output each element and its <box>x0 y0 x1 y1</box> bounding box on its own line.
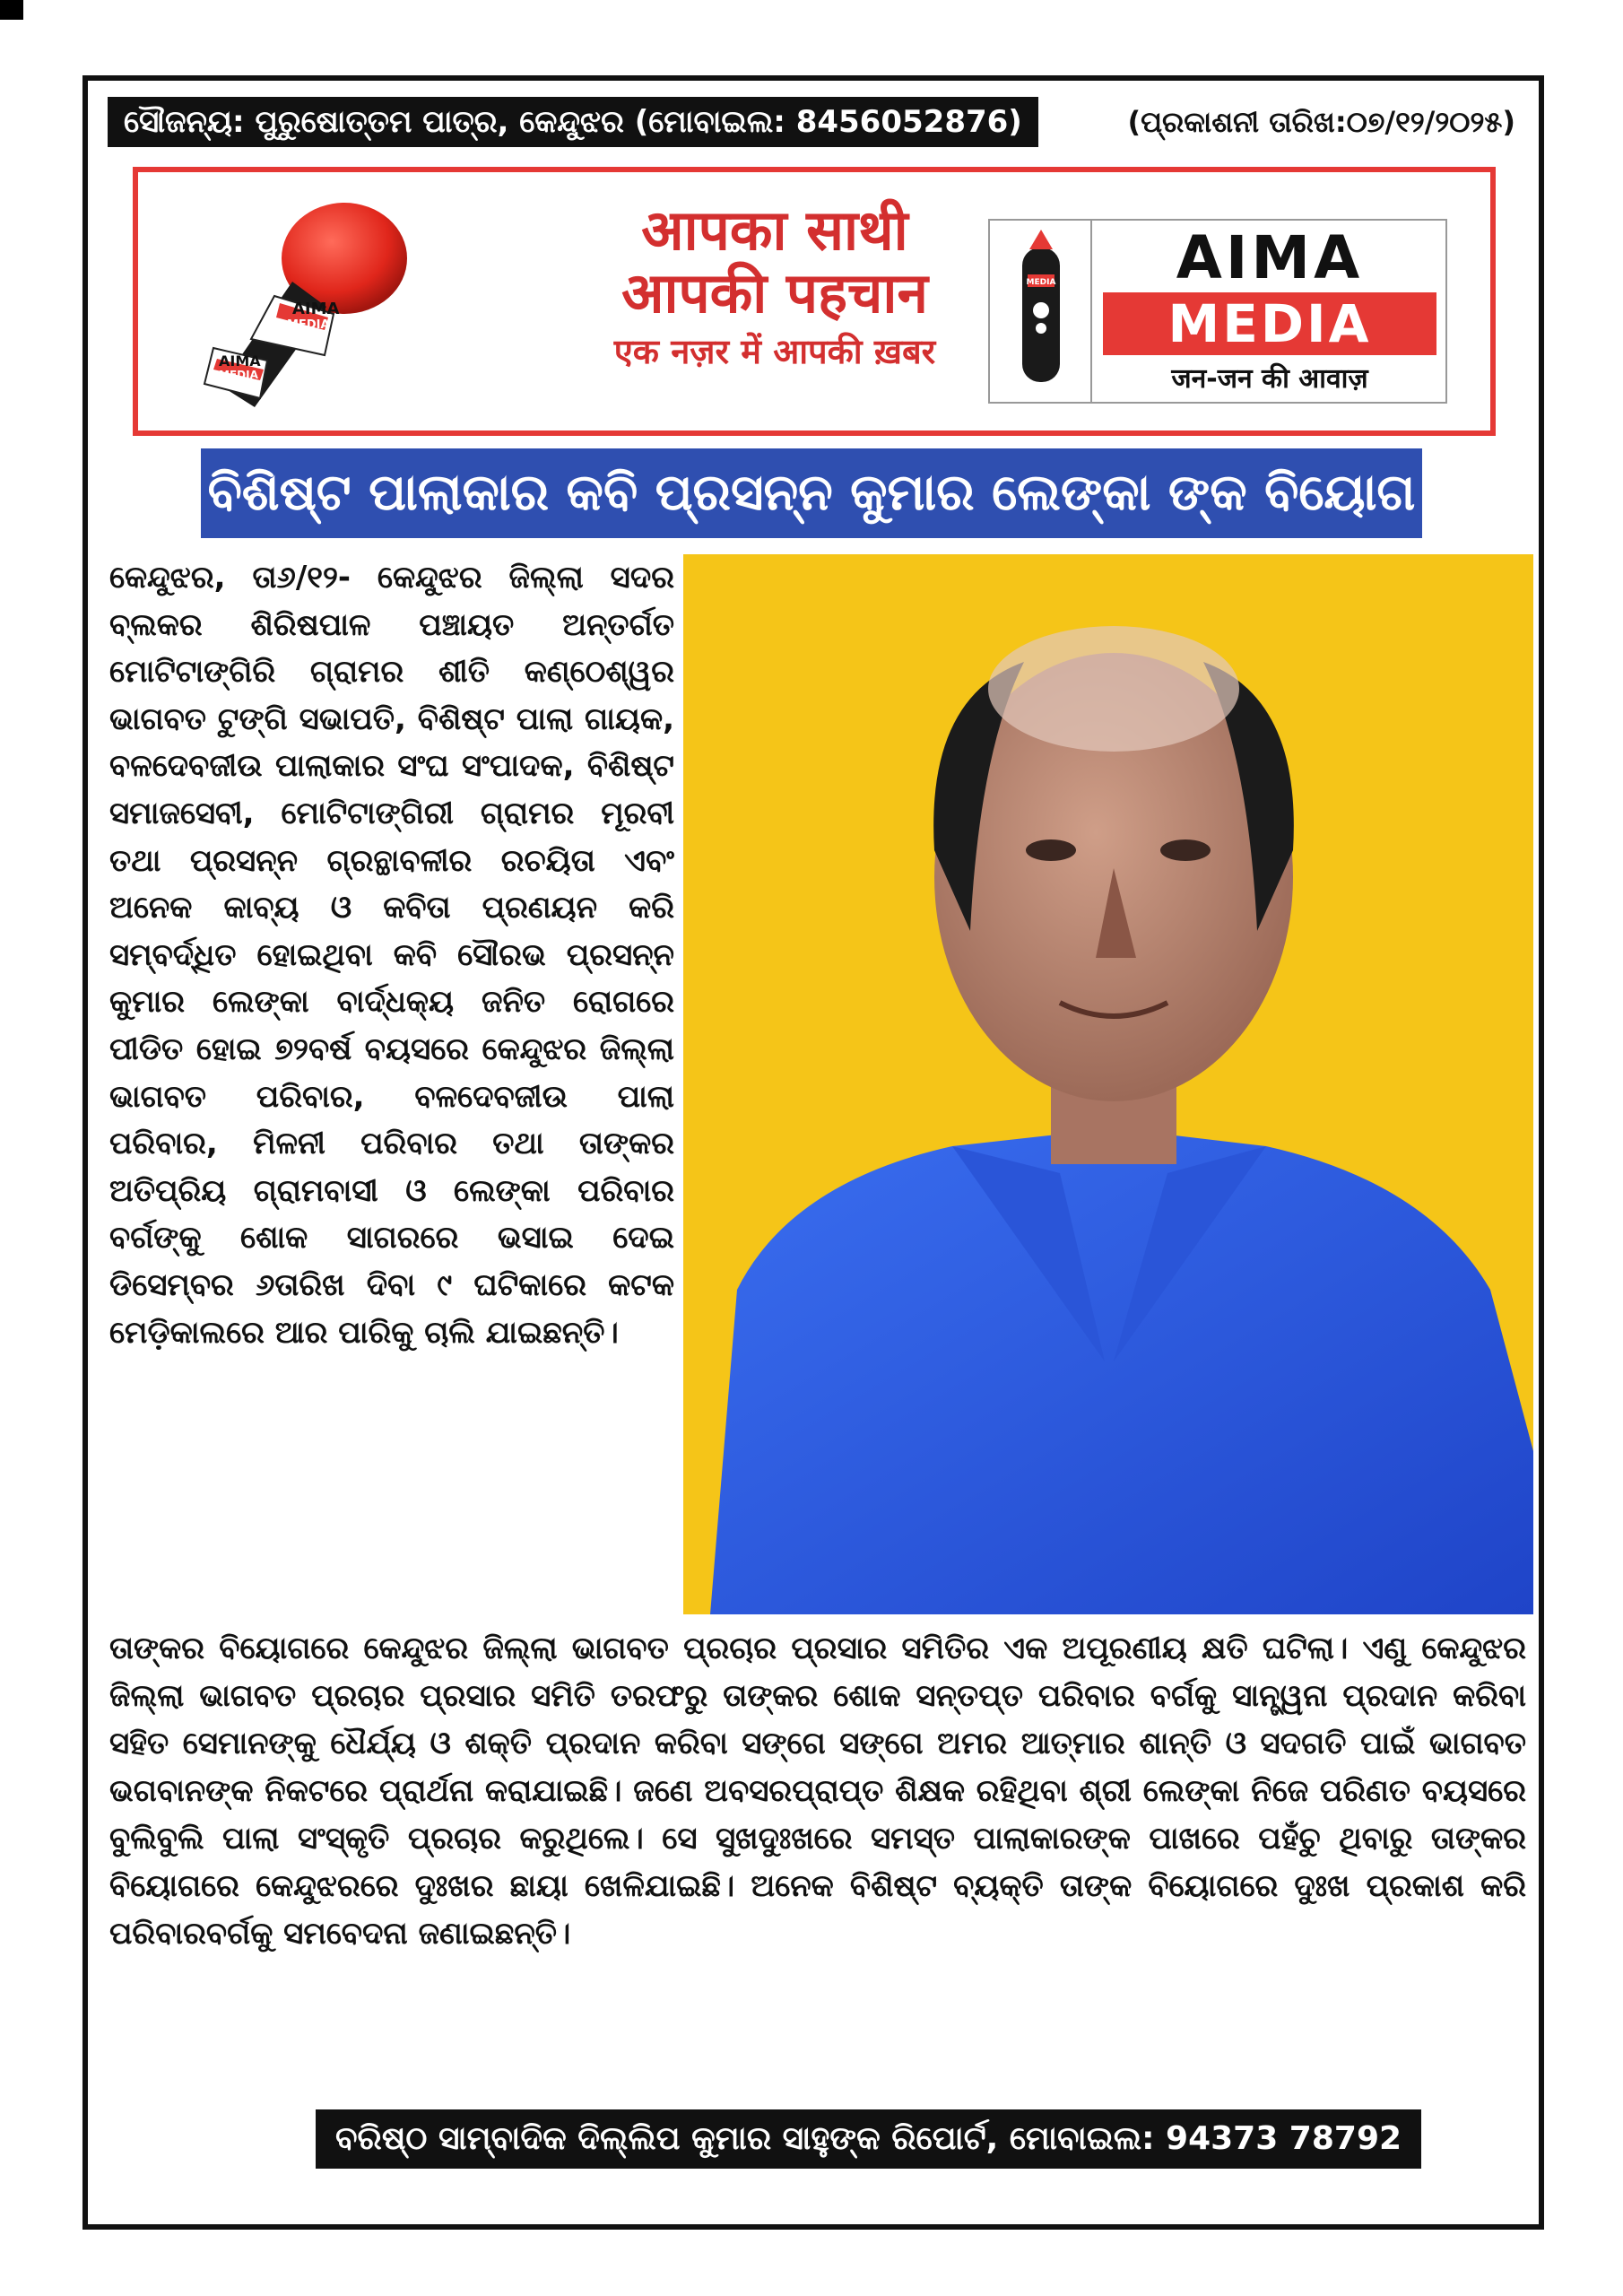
logo-mic-label: MEDIA <box>1026 278 1056 287</box>
portrait-illustration <box>683 554 1533 1614</box>
tagline-line-1: आपका साथी <box>641 197 908 263</box>
aima-media-logo <box>988 219 1447 404</box>
courtesy-credit: ସୌଜନ୍ୟ: ପୁରୁଷୋତ୍ତମ ପାତ୍ର, କେନ୍ଦୁଝର (ମୋବାଇଲ: 8456052876) <box>108 97 1038 147</box>
corner-mark <box>0 0 23 20</box>
aima-media-banner <box>133 167 1496 436</box>
logo-media-text: MEDIA <box>1103 292 1436 355</box>
logo-slogan: जन-जन की आवाज़ <box>1171 363 1368 395</box>
article-paragraph-bottom: ତାଙ୍କର ବିୟୋଗରେ କେନ୍ଦୁଝର ଜିଲ୍ଲା ଭାଗବତ ପ୍ରଚାର ପ୍ରସାର ସମିତିର ଏକ ଅପୂରଣୀୟ କ୍ଷତି ଘଟିଲା। ଏଣୁ କେନ୍ଦୁଝର ଜିଲ୍ଲା ଭାଗବତ ପ୍ରଚାର ପ୍ରସାର ସମିତି ତରଫରୁ ତାଙ୍କର ଶୋକ ସନ୍ତପ୍ତ ପରିବାର ବର୍ଗକୁ ସାନ୍ତ୍ୱନା ପ୍ରଦାନ କରିବା ସହିତ ସେମାନଙ୍କୁ ଧୈର୍ଯ୍ୟ ଓ ଶକ୍ତି ପ୍ରଦାନ କରିବା ସଙ୍ଗେ ସଙ୍ଗେ ଅମର ଆତ୍ମାର ଶାନ୍ତି ଓ ସଦଗତି ପାଇଁ ଭାଗବତ ଭଗବାନଙ୍କ ନିକଟରେ ପ୍ରାର୍ଥନା କରାଯାଇଛି। ଜଣେ ଅବସରପ୍ରାପ୍ତ ଶିକ୍ଷକ ରହିଥିବା ଶ୍ରୀ ଲେଙ୍କା ନିଜେ ପରିଣତ ବୟସରେ ବୁଲିବୁଲି ପାଲା ସଂସ୍କୃତି ପ୍ରଚାର କରୁଥିଲେ। ସେ ସୁଖଦୁଃଖରେ ସମସ୍ତ ପାଲାକାରଙ୍କ ପାଖରେ ପହଁଚୁ ଥିବାରୁ ତାଙ୍କର ବିୟୋଗରେ କେନ୍ଦୁଝରରେ ଦୁଃଖର ଛାୟା ଖେଳିଯାଇଛି। ଅନେକ ବିଶିଷ୍ଟ ବ୍ୟକ୍ତି ତାଙ୍କ ବିୟୋଗରେ ଦୁଃଖ ପ୍ରକାଶ କରି ପରିବାରବର୍ଗକୁ ସମବେଦନା ଜଣାଇଛନ୍ତି। <box>109 1631 1526 1952</box>
logo-microphone-icon <box>1001 228 1081 396</box>
logo-aima-text: AIMA <box>1176 223 1364 292</box>
article-headline: ବିଶିଷ୍ଟ ପାଲାକାର କବି ପ୍ରସନ୍ନ କୁମାର ଲେଙ୍କା ଙ୍କ ବିୟୋଗ <box>201 448 1422 538</box>
mic-label-media-2: MEDIA <box>219 369 258 381</box>
logo-divider <box>1090 221 1092 402</box>
article-paragraph-left: କେନ୍ଦୁଝର, ତା୬/୧୨- କେନ୍ଦୁଝର ଜିଲ୍ଲା ସଦର ବ୍ଲକର ଶିରିଷପାଳ ପଞ୍ଚାୟତ ଅନ୍ତର୍ଗତ ମୋଟିଟାଙ୍ଗିରି ଗ୍ରାମର ଶୀତି କଣ୍ଠେଶ୍ୱର ଭାଗବତ ଟୁଙ୍ଗି ସଭାପତି, ବିଶିଷ୍ଟ ପାଲା ଗାୟକ, ବଳଦେବଜୀଉ ପାଲାକାର ସଂଘ ସଂପାଦକ, ବିଶିଷ୍ଟ ସମାଜସେବୀ, ମୋଟିଟାଙ୍ଗିରୀ ଗ୍ରାମର ମୂରବୀ ତଥା ପ୍ରସନ୍ନ ଗ୍ରନ୍ଥାବଳୀର ରଚୟିତା ଏବଂ ଅନେକ କାବ୍ୟ ଓ କବିତା ପ୍ରଣୟନ କରି ସମ୍ବର୍ଦ୍ଧିତ ହୋଇଥିବା କବି ସୌରଭ ପ୍ରସନ୍ନ କୁମାର ଲେଙ୍କା ବାର୍ଦ୍ଧକ୍ୟ ଜନିତ ରୋଗରେ ପୀଡିତ ହୋଇ ୭୨ବର୍ଷ ବୟସରେ କେନ୍ଦୁଝର ଜିଲ୍ଲା ଭାଗବତ ପରିବାର, ବଳଦେବଜୀଉ ପାଲା ପରିବାର, ମିଳନୀ ପରିବାର ତଥା ତାଙ୍କର ଅତିପ୍ରିୟ ଗ୍ରାମବାସୀ ଓ ଲେଙ୍କା ପରିବାର ବର୍ଗଙ୍କୁ ଶୋକ ସାଗରରେ ଭସାଇ ଦେଇ ଡିସେମ୍ବର ୬ତାରିଖ ଦିବା ୯ ଘଟିକାରେ କଟକ ମେଡ଼ିକାଲରେ ଆର ପାରିକୁ ଚାଲି ଯାଇଛନ୍ତି। <box>109 560 674 1351</box>
mic-label-media: MEDIA <box>287 318 330 332</box>
mic-label-aima: AIMA <box>292 300 340 318</box>
microphone-icon <box>192 196 425 420</box>
tagline-line-2: आपकी पहचान <box>621 260 928 326</box>
tagline-line-3: एक नज़र में आपकी ख़बर <box>613 332 936 371</box>
mic-label-aima-2: AIMA <box>219 352 261 370</box>
publish-date: (ପ୍ରକାଶନୀ ତାରିଖ:୦୭/୧୨/୨୦୨୫) <box>1127 105 1515 139</box>
portrait-photo <box>683 554 1533 1614</box>
reporter-credit: ବରିଷ୍ଠ ସାମ୍ବାଦିକ ଦିଲ୍ଲିପ କୁମାର ସାହୁଙ୍କ ରିପୋର୍ଟ, ମୋବାଇଲ: 94373 78792 <box>316 2109 1421 2169</box>
